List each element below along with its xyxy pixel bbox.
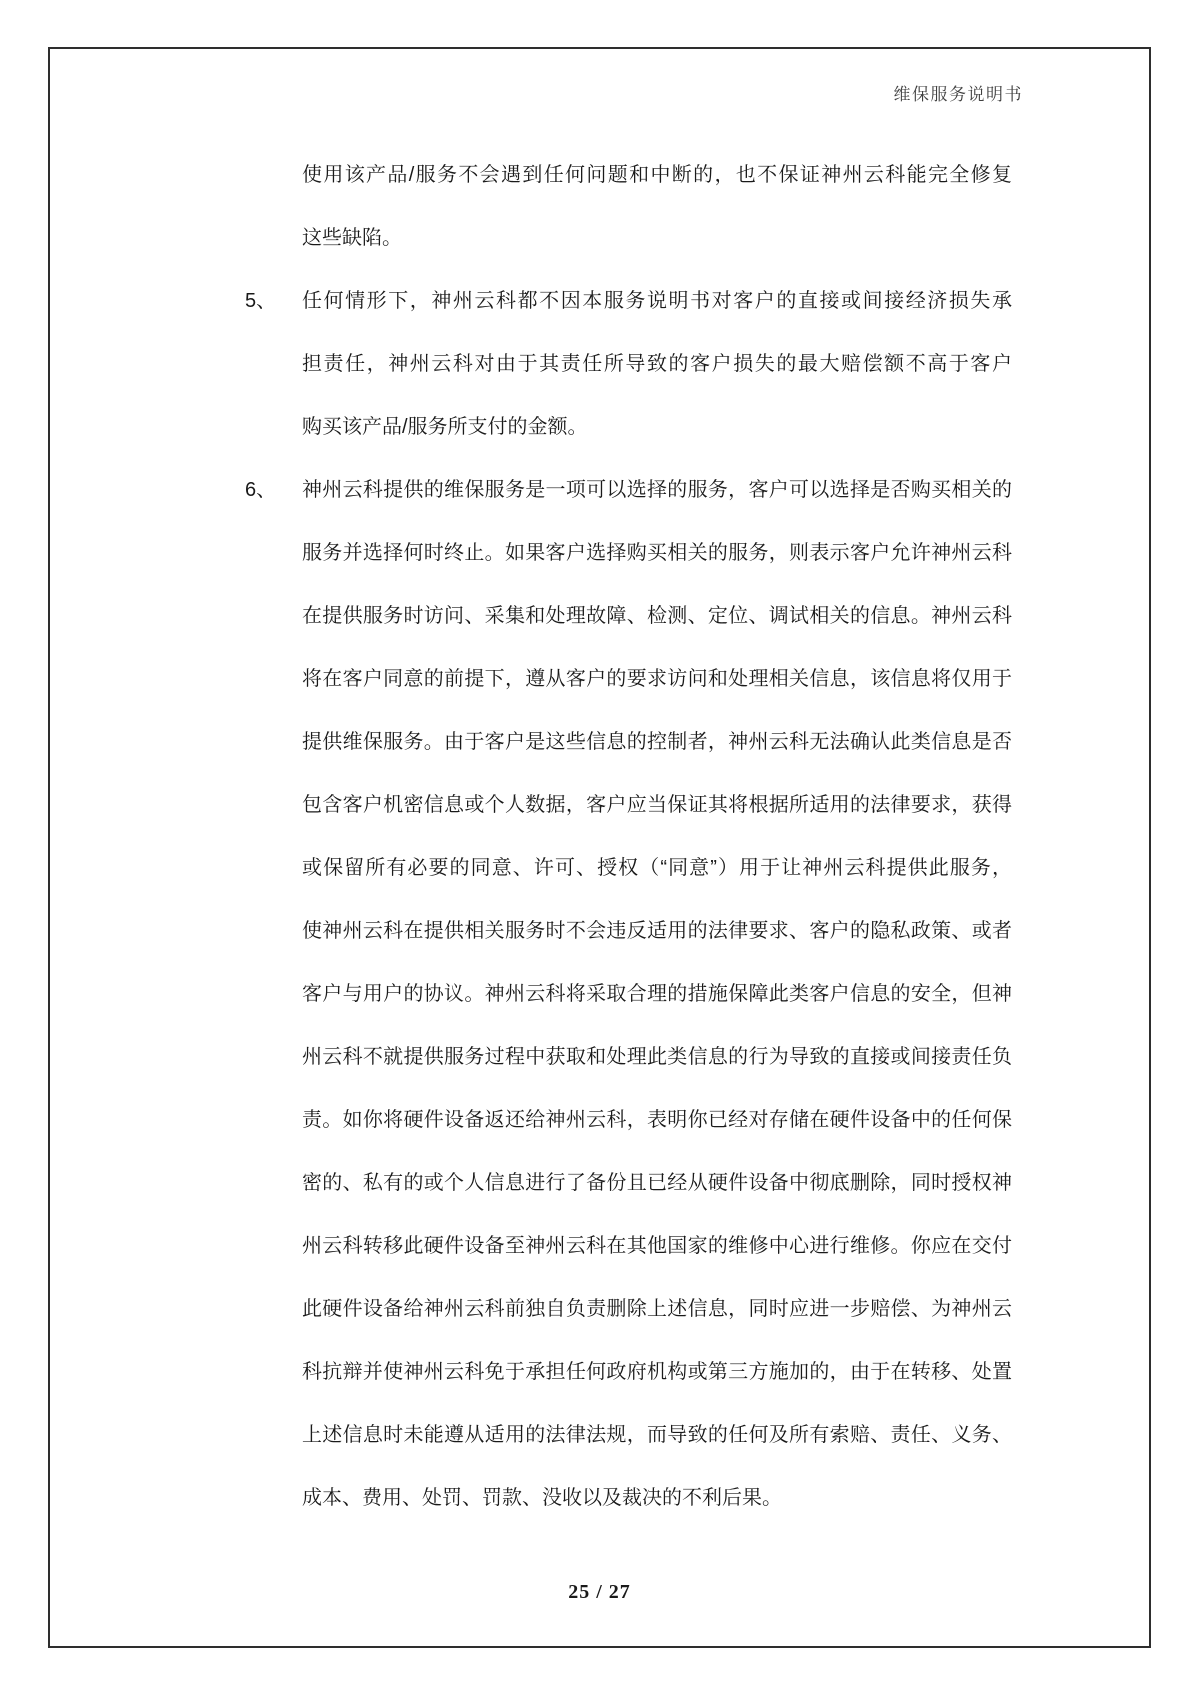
text-line: 任何情形下，神州云科都不因本服务说明书对客户的直接或间接经济损失承 — [302, 290, 1012, 312]
text-line: 州云科不就提供服务过程中获取和处理此类信息的行为导致的直接或间接责任负 — [302, 1046, 1012, 1068]
text-line: 包含客户机密信息或个人数据，客户应当保证其将根据所适用的法律要求，获得 — [302, 794, 1012, 816]
text-line: 客户与用户的协议。神州云科将采取合理的措施保障此类客户信息的安全，但神 — [302, 983, 1012, 1005]
text-line: 神州云科提供的维保服务是一项可以选择的服务，客户可以选择是否购买相关的 — [302, 479, 1012, 501]
text-line: 使用该产品/服务不会遇到任何问题和中断的，也不保证神州云科能完全修复 — [302, 164, 1012, 186]
text-line: 这些缺陷。 — [302, 227, 402, 249]
text-line: 上述信息时未能遵从适用的法律法规，而导致的任何及所有索赔、责任、义务、 — [302, 1424, 1012, 1446]
text-line: 或保留所有必要的同意、许可、授权（“同意”）用于让神州云科提供此服务， — [302, 857, 1012, 879]
text-line: 科抗辩并使神州云科免于承担任何政府机构或第三方施加的，由于在转移、处置 — [302, 1361, 1012, 1383]
list-item — [245, 270, 1012, 459]
text-line: 将在客户同意的前提下，遵从客户的要求访问和处理相关信息，该信息将仅用于 — [302, 668, 1012, 690]
text-line: 服务并选择何时终止。如果客户选择购买相关的服务，则表示客户允许神州云科 — [302, 542, 1012, 564]
text-line: 提供维保服务。由于客户是这些信息的控制者，神州云科无法确认此类信息是否 — [302, 731, 1012, 753]
page-footer — [48, 1581, 1151, 1603]
list-item-number: 5、 — [245, 290, 277, 312]
text-line: 责。如你将硬件设备返还给神州云科，表明你已经对存储在硬件设备中的任何保 — [302, 1109, 1012, 1131]
document-body — [245, 144, 1012, 1530]
list-item-number: 6、 — [245, 479, 277, 501]
list-item-lines — [302, 270, 1012, 459]
text-line: 州云科转移此硬件设备至神州云科在其他国家的维修中心进行维修。你应在交付 — [302, 1235, 1012, 1257]
text-line: 担责任，神州云科对由于其责任所导致的客户损失的最大赔偿额不高于客户 — [302, 353, 1012, 375]
text-line: 成本、费用、处罚、罚款、没收以及裁决的不利后果。 — [302, 1487, 782, 1509]
list-item-lines — [302, 459, 1012, 1530]
page-header — [894, 85, 1024, 104]
text-line: 此硬件设备给神州云科前独自负责删除上述信息，同时应进一步赔偿、为神州云 — [302, 1298, 1012, 1320]
header-title: 维保服务说明书 — [893, 85, 1023, 104]
list-item — [245, 459, 1012, 1530]
list-item-lines — [302, 144, 1012, 270]
page-number: 25 / 27 — [568, 1581, 631, 1603]
text-line: 购买该产品/服务所支付的金额。 — [302, 416, 588, 438]
text-line: 密的、私有的或个人信息进行了备份且已经从硬件设备中彻底删除，同时授权神 — [302, 1172, 1012, 1194]
text-line: 使神州云科在提供相关服务时不会违反适用的法律要求、客户的隐私政策、或者 — [302, 920, 1012, 942]
text-line: 在提供服务时访问、采集和处理故障、检测、定位、调试相关的信息。神州云科 — [302, 605, 1012, 627]
list-item — [245, 144, 1012, 270]
